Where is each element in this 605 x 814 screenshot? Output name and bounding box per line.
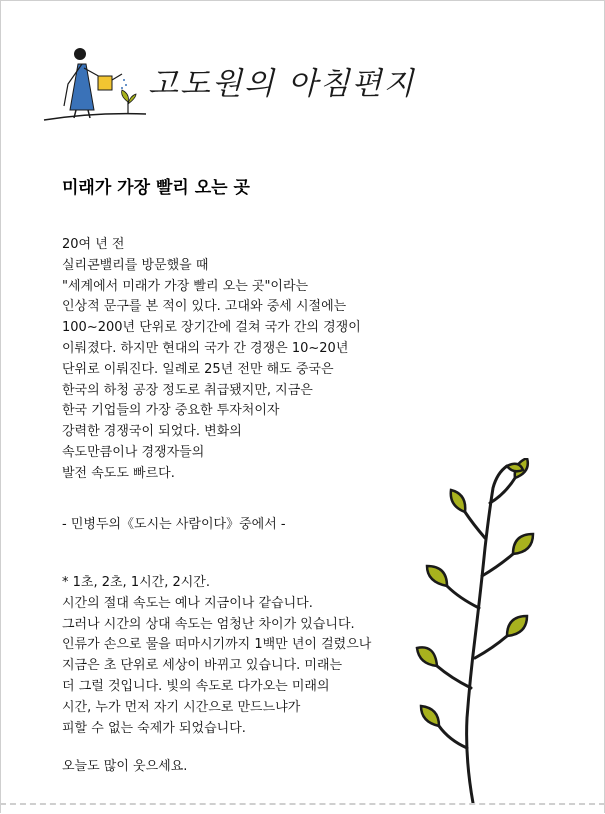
text-line: 인상적 문구를 본 적이 있다. 고대와 중세 시절에는 <box>62 299 347 315</box>
text-line: 실리콘밸리를 방문했을 때 <box>62 257 209 273</box>
text-line: 시간, 누가 먼저 자기 시간으로 만드느냐가 <box>62 699 301 715</box>
text-line: 더 그럴 것입니다. 빛의 속도로 다가오는 미래의 <box>62 678 330 694</box>
text-line: 속도만큼이나 경쟁자들의 <box>62 444 205 460</box>
text-line: 시간의 절대 속도는 예나 지금이나 같습니다. <box>62 595 313 611</box>
text-line: 20여 년 전 <box>62 237 125 252</box>
text-line: 한국의 하청 공장 정도로 취급됐지만, 지금은 <box>62 382 313 398</box>
article-paragraph-1 <box>62 235 361 485</box>
text-line: * 1초, 2초, 1시간, 2시간. <box>62 575 210 590</box>
text-line: 지금은 초 단위로 세상이 바뀌고 있습니다. 미래는 <box>62 658 343 674</box>
logo-gardener-icon <box>40 42 150 127</box>
text-line: 100~200년 단위로 장기간에 걸쳐 국가 간의 경쟁이 <box>62 320 361 336</box>
text-line: 단위로 이뤄진다. 일례로 25년 전만 해도 중국은 <box>62 361 334 377</box>
page-break-divider <box>0 803 605 805</box>
text-line: 강력한 경쟁국이 되었다. 변화의 <box>62 424 242 440</box>
article-paragraph-2 <box>62 573 371 739</box>
article-title: 미래가 가장 빨리 오는 곳 <box>62 178 250 198</box>
source-citation: - 민병두의《도시는 사람이다》중에서 - <box>62 517 286 532</box>
logo-title: 고도원의 아침편지 <box>148 66 416 102</box>
text-line: 인류가 손으로 물을 떠마시기까지 1백만 년이 걸렸으나 <box>62 637 372 653</box>
plant-illustration-icon <box>415 458 555 803</box>
closing-line: 오늘도 많이 웃으세요. <box>62 759 188 774</box>
text-line: 발전 속도도 빠르다. <box>62 465 175 481</box>
text-line: 한국 기업들의 가장 중요한 투자처이자 <box>62 403 280 419</box>
text-line: "세계에서 미래가 가장 빨리 오는 곳"이라는 <box>62 278 309 294</box>
text-line: 이뤄졌다. 하지만 현대의 국가 간 경쟁은 10~20년 <box>62 340 349 356</box>
text-line: 피할 수 없는 숙제가 되었습니다. <box>62 720 246 736</box>
text-line: 그러나 시간의 상대 속도는 엄청난 차이가 있습니다. <box>62 616 355 632</box>
